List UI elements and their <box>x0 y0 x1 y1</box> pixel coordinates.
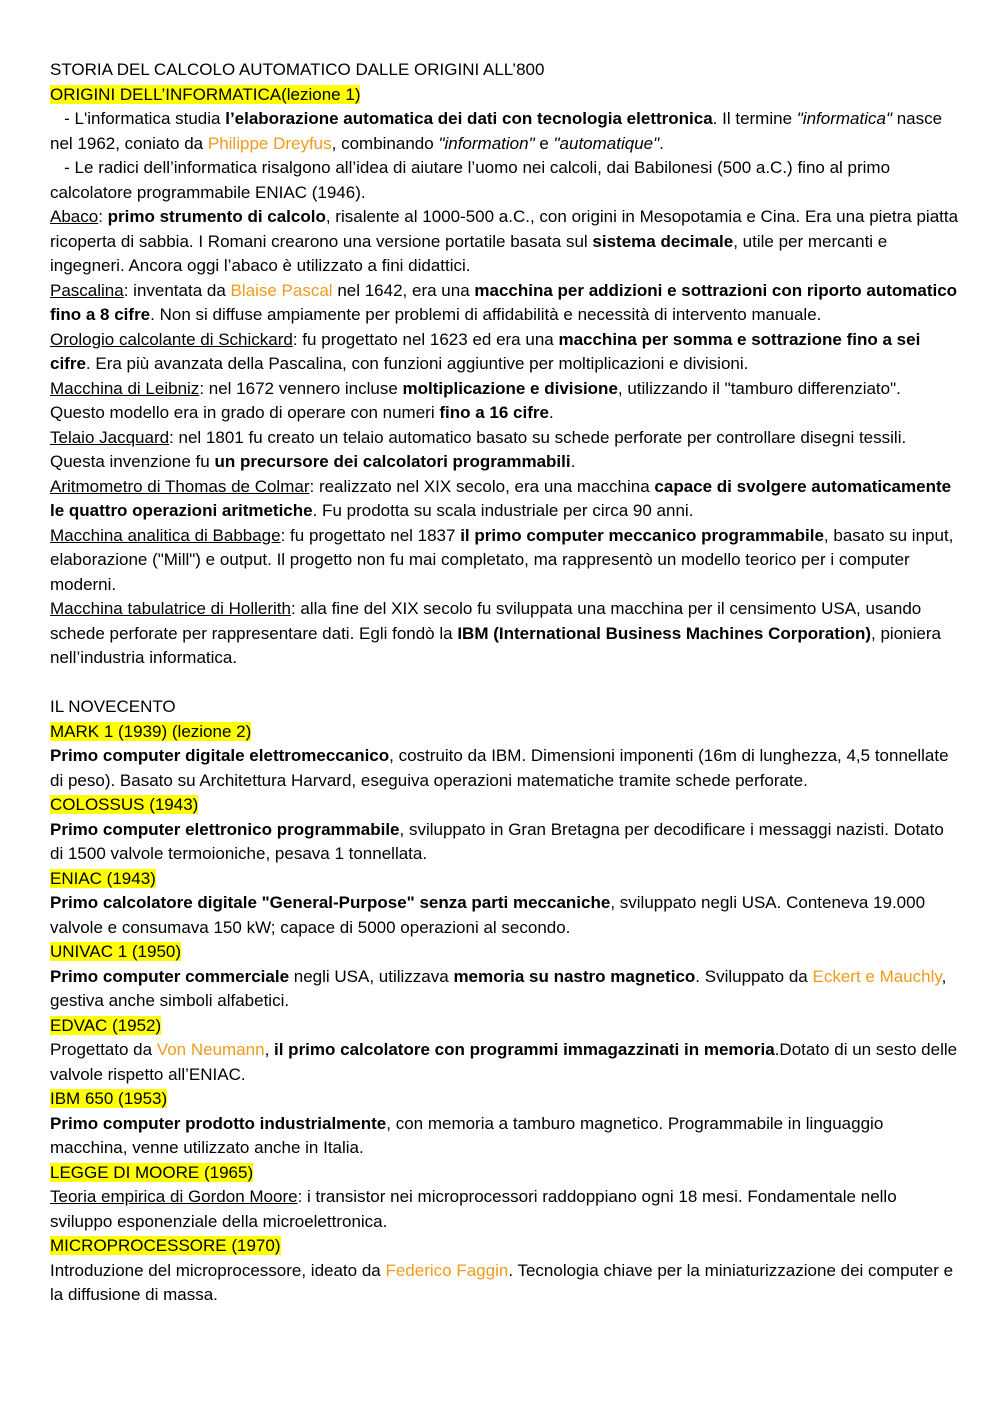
person-eckert-mauchly: Eckert e Mauchly <box>812 966 942 986</box>
entry-abaco: Abaco: primo strumento di calcolo, risalente al 1000-500 a.C., con origini in Mesopotamia e Cina. Era una pietra piatta ricoperta di sabbia. I Romani crearono una versione portatile basata sul sistema decimale, utile per mercanti e ingegneri. Ancora oggi l’abaco è utilizzato a fini didattici. <box>50 207 959 275</box>
entry-jacquard: Telaio Jacquard: nel 1801 fu creato un telaio automatico basato su schede perforate per controllare disegni tessili. Questa invenzione fu un precursore dei calcolatori programmabili. <box>50 427 907 471</box>
entry-eniac: Primo calcolatore digitale "General-Purpose" senza parti meccaniche, sviluppato negli USA. Conteneva 19.000 valvole e consumava 150 kW; capace di 5000 operazioni al secondo. <box>50 893 926 937</box>
section-origini-heading: ORIGINI DELL’INFORMATICA(lezione 1) <box>50 84 361 104</box>
paragraph-intro-2: - Le radici dell’informatica risalgono all’idea di aiutare l’uomo nei calcoli, dai Babilonesi (500 a.C.) fino al primo calcolatore programmabile ENIAC (1946). <box>50 158 895 202</box>
heading-eniac: ENIAC (1943) <box>50 868 156 888</box>
entry-moore: Teoria empirica di Gordon Moore: i transistor nei microprocessori raddoppiano ogni 18 mesi. Fondamentale nello sviluppo esponenziale della microelettronica. <box>50 1187 897 1231</box>
heading-mark1: MARK 1 (1939) (lezione 2) <box>50 721 252 741</box>
entry-pascalina: Pascalina: inventata da Blaise Pascal nel 1642, era una macchina per addizioni e sottrazioni con riporto automatico fino a 8 cifre. Non si diffuse ampiamente per problemi di affidabilità e necessità di intervento manuale. <box>50 280 958 324</box>
entry-microprocessore: Introduzione del microprocessore, ideato da Federico Faggin. Tecnologia chiave per la miniaturizzazione dei computer e la diffusione di massa. <box>50 1260 954 1304</box>
entry-colmar: Aritmometro di Thomas de Colmar: realizzato nel XIX secolo, era una macchina capace di svolgere automaticamente le quattro operazioni aritmetiche. Fu prodotta su scala industriale per circa 90 anni. <box>50 476 952 520</box>
entry-edvac: Progettato da Von Neumann, il primo calcolatore con programmi immagazzinati in memoria.Dotato di un sesto delle valvole rispetto all’ENIAC. <box>50 1040 958 1084</box>
entry-babbage: Macchina analitica di Babbage: fu progettato nel 1837 il primo computer meccanico programmabile, basato su input, elaborazione ("Mill") e output. Il progetto non fu mai completato, ma rappresentò un modello teorico per i computer moderni. <box>50 525 954 594</box>
person-philippe-dreyfus: Philippe Dreyfus <box>207 133 332 153</box>
entry-leibniz: Macchina di Leibniz: nel 1672 vennero incluse moltiplicazione e divisione, utilizzando il "tamburo differenziato". Questo modello era in grado di operare con numeri fino a 16 cifre. <box>50 378 901 422</box>
heading-colossus: COLOSSUS (1943) <box>50 795 199 814</box>
entry-univac: Primo computer commerciale negli USA, utilizzava memoria su nastro magnetico. Sviluppato da Eckert e Mauchly, gestiva anche simboli alfabetici. <box>50 966 947 1010</box>
heading-edvac: EDVAC (1952) <box>50 1015 162 1035</box>
heading-moore: LEGGE DI MOORE (1965) <box>50 1162 254 1182</box>
entry-colossus: Primo computer elettronico programmabile, sviluppato in Gran Bretagna per decodificare i messaggi nazisti. Dotato di 1500 valvole termoioniche, pesava 1 tonnellata. <box>50 819 944 863</box>
entry-schickard: Orologio calcolante di Schickard: fu progettato nel 1623 ed era una macchina per somma e sottrazione fino a sei cifre. Era più avanzata della Pascalina, con funzioni aggiuntive per moltiplicazioni e divisioni. <box>50 329 921 373</box>
paragraph-intro-1: - L'informatica studia l’elaborazione automatica dei dati con tecnologia elettronica. Il termine "informatica" nasce nel 1962, coniato da Philippe Dreyfus, combinando "information" e "automatique". <box>50 109 947 153</box>
section-novecento-title: IL NOVECENTO <box>50 697 176 716</box>
document-title: STORIA DEL CALCOLO AUTOMATICO DALLE ORIGINI ALL’800 <box>50 60 545 79</box>
entry-ibm650: Primo computer prodotto industrialmente, con memoria a tamburo magnetico. Programmabile in linguaggio macchina, venne utilizzato anche in Italia. <box>50 1113 884 1157</box>
heading-univac: UNIVAC 1 (1950) <box>50 942 182 961</box>
person-blaise-pascal: Blaise Pascal <box>230 280 333 300</box>
heading-microprocessore: MICROPROCESSORE (1970) <box>50 1236 281 1255</box>
person-federico-faggin: Federico Faggin <box>385 1260 509 1280</box>
person-von-neumann: Von Neumann <box>156 1040 265 1059</box>
spacer <box>50 671 960 696</box>
entry-mark1: Primo computer digitale elettromeccanico, costruito da IBM. Dimensioni imponenti (16m di lunghezza, 4,5 tonnellate di peso). Basato su Architettura Harvard, eseguiva operazioni matematiche tramite schede perforate. <box>50 746 949 790</box>
entry-hollerith: Macchina tabulatrice di Hollerith: alla fine del XIX secolo fu sviluppata una macchina per il censimento USA, usando schede perforate per rappresentare dati. Egli fondò la IBM (International Business Machines Corporation), pioniera nell’industria informatica. <box>50 599 941 667</box>
document-page <box>50 58 960 1308</box>
heading-ibm650: IBM 650 (1953) <box>50 1089 168 1108</box>
